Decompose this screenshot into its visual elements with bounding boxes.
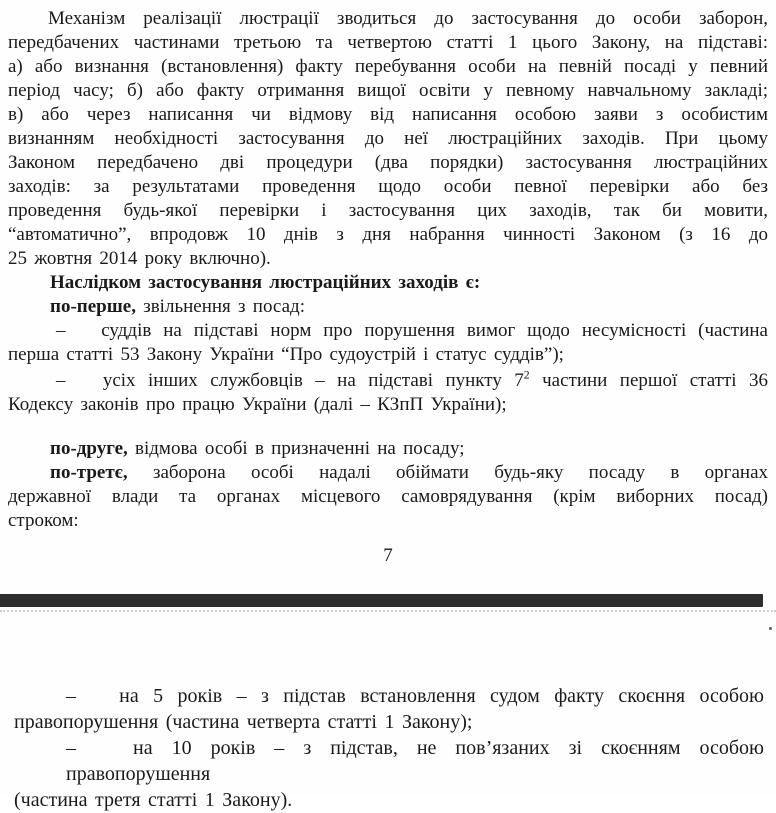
- text-line: Законом передбачено дві процедури (два порядки) застосування люстраційних: [8, 152, 768, 173]
- run-normal: заборона особі надалі обіймати будь-яку посаду в органах: [127, 462, 768, 483]
- run-normal: частини першої статті 36: [529, 370, 768, 391]
- text-line: передбачених частинами третьою та четвертою статті 1 цього Закону, на підставі:: [8, 32, 768, 53]
- text-line: в) або через написання чи відмову від написання особою заяви з особистим: [8, 104, 768, 125]
- text-line: (частина третя статті 1 Закону).: [14, 789, 293, 811]
- bullet-judges: [8, 319, 768, 367]
- text-line: Кодексу законів про працю України (далі – КЗпП України);: [8, 394, 507, 415]
- item-po-pershe: [8, 295, 768, 319]
- text-line: період часу; б) або факту отримання вищої освіти у певному навчальному закладі;: [8, 80, 768, 101]
- text-line: визнанням необхідності застосування до неї люстраційних заходів. При цьому: [8, 128, 768, 149]
- text-line: заходів: за результатами проведення щодо особи певної перевірки або без: [8, 176, 768, 197]
- text-line: 25 жовтня 2014 року включно).: [8, 248, 271, 269]
- text-line: – на 5 років – з підстав встановлення судом факту скоєння особою: [66, 685, 764, 707]
- run-normal: відмова особі в призначенні на посаду;: [127, 438, 465, 459]
- run-normal: – усіх інших службовців – на підставі пункту 7: [56, 370, 524, 391]
- scan-artifact-dot: [769, 627, 772, 630]
- bullet-5-years: [14, 683, 764, 735]
- text-line: [8, 461, 768, 485]
- text-line: – на 10 років – з підстав, не пов’язаних зі скоєнням особою правопорушення: [66, 737, 764, 785]
- bullet-10-years: [14, 735, 764, 813]
- text-line: строком:: [8, 510, 79, 531]
- text-line: – суддів на підставі норм про порушення вимог щодо несумісності (частина: [56, 320, 768, 341]
- document-page-2: [0, 612, 776, 813]
- item-po-druhe: [8, 437, 768, 461]
- text-line: державної влади та органах місцевого самоврядування (крім виборних посад): [8, 486, 768, 507]
- text-line: [8, 369, 768, 393]
- paragraph-mechanism: [8, 7, 768, 271]
- run-bold: по-третє,: [50, 462, 128, 483]
- consequences-heading: Наслідком застосування люстраційних заходів є:: [50, 272, 481, 293]
- page-divider-bar: [0, 594, 763, 607]
- run-bold: по-перше,: [50, 296, 136, 317]
- item-po-tretie: [8, 461, 768, 533]
- run-normal: звільнення з посад:: [135, 296, 305, 317]
- text-line: Механізм реалізації люстрації зводиться до застосування до особи заборон,: [48, 8, 768, 29]
- text-line: правопорушення (частина четверта статті 1 Закону);: [14, 711, 473, 733]
- text-line: “автоматично”, впродовж 10 днів з дня набрання чинності Законом (з 16 до: [8, 224, 768, 245]
- text-line: перша статті 53 Закону України “Про судоустрій і статус суддів”);: [8, 344, 564, 365]
- page-number: 7: [383, 545, 393, 566]
- text-line: проведення будь-якої перевірки і застосування цих заходів, так би мовити,: [8, 200, 768, 221]
- run-bold: по-друге,: [50, 438, 128, 459]
- bullet-other-officials: [8, 369, 768, 417]
- text-line: а) або визнання (встановлення) факту перебування особи на певній посаді у певний: [8, 56, 768, 77]
- superscript-2: 2: [523, 368, 530, 382]
